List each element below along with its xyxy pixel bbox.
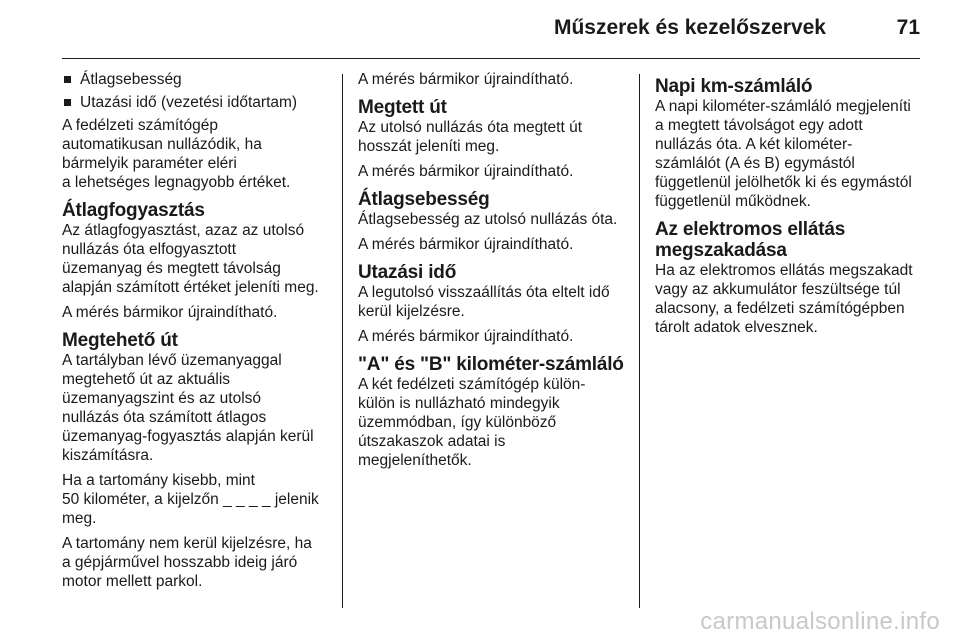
column-1 (62, 70, 334, 597)
section-heading: "A" és "B" kilométer-számláló (358, 354, 624, 375)
section-body: Ha az elektromos ellátás megszakadt vagy az akkumulátor feszültsége túl alacsony, a fedélzeti számítógépben tárolt adatok elvesznek. (655, 262, 913, 336)
watermark: carmanualsonline.info (700, 608, 940, 635)
section-heading: Napi km-számláló (655, 76, 813, 97)
section-note: A mérés bármikor újraindítható. (62, 304, 278, 321)
section-heading: Átlagsebesség (358, 189, 490, 210)
section-note: A mérés bármikor újraindítható. (358, 236, 574, 253)
section-heading: Az elektromos ellátás megszakadása (655, 219, 846, 261)
bullet-item: Utazási idő (vezetési időtartam) (62, 93, 334, 112)
section-note: A mérés bármikor újraindítható. (358, 328, 574, 345)
section-body: Az átlagfogyasztást, azaz az utolsó nullázás óta elfogyasztott üzemanyag és megtett távolság alapján számított értéket jeleníti meg. (62, 222, 319, 296)
section-body: A két fedélzeti számítógép külön- külön is nullázható mindegyik üzemmódban, így különböző útszakaszok adatai is megjeleníthetők. (358, 376, 586, 469)
section-note: A mérés bármikor újraindítható. (358, 71, 574, 88)
bullet-item: Átlagsebesség (62, 70, 334, 89)
section-body: Az utolsó nullázás óta megtett út hosszát jeleníti meg. (358, 119, 583, 155)
intro-paragraph: A fedélzeti számítógép automatikusan nullázódik, ha bármelyik paraméter eléri a lehetséges legnagyobb értéket. (62, 117, 291, 191)
column-divider-1 (342, 74, 343, 608)
bullet-square-icon (64, 99, 71, 106)
page-header (62, 0, 920, 48)
section-note: A mérés bármikor újraindítható. (358, 163, 574, 180)
page-title: Műszerek és kezelőszervek (553, 16, 826, 39)
column-2 (358, 70, 630, 476)
section-body: A napi kilométer-számláló megjeleníti a megtett távolságot egy adott nullázás óta. A két kilométer- számlálót (A és B) egymástól függetlenül jelölhetők ki és egymástól függetlenül működnek. (655, 98, 912, 210)
section-heading: Megtett út (358, 97, 447, 118)
page-number: 71 (896, 16, 920, 39)
header-divider (62, 58, 920, 59)
section-heading: Megtehető út (62, 330, 178, 351)
section-body: A legutolsó visszaállítás óta eltelt idő kerül kijelzésre. (358, 284, 610, 320)
section-body: A tartályban lévő üzemanyaggal megtehető út az aktuális üzemanyagszint és az utolsó nullázás óta számított átlagos üzemanyag-fogyasztás alapján kerül kiszámításra. (62, 352, 314, 464)
section-paragraph: Ha a tartomány kisebb, mint 50 kilométer, a kijelzőn _ _ _ _ jelenik meg. (62, 472, 319, 527)
section-body: Átlagsebesség az utolsó nullázás óta. (358, 211, 618, 228)
section-heading: Átlagfogyasztás (62, 200, 205, 221)
section-heading: Utazási idő (358, 262, 457, 283)
column-divider-2 (639, 74, 640, 608)
column-3 (655, 70, 927, 343)
bullet-square-icon (64, 76, 71, 83)
section-paragraph: A tartomány nem kerül kijelzésre, ha a gépjárművel hosszabb ideig járó motor mellett parkol. (62, 535, 312, 590)
